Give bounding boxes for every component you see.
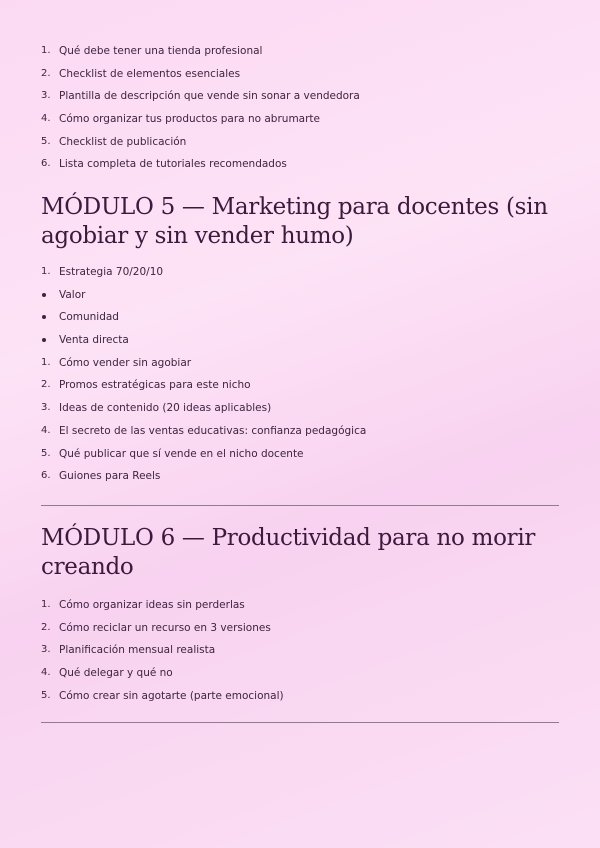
list-item	[41, 131, 360, 154]
item-number: 3.	[41, 644, 51, 656]
list-item	[41, 153, 360, 176]
item-text: Ideas de contenido (20 ideas aplicables)	[59, 402, 272, 415]
bullet-icon	[42, 338, 46, 342]
item-number: 4.	[41, 667, 51, 679]
item-text: Promos estratégicas para este nicho	[59, 379, 251, 392]
item-text: Estrategia 70/20/10	[59, 266, 164, 278]
item-number: 5.	[41, 689, 51, 701]
module6-title-line1: MÓDULO 6 — Productividad para no morir	[41, 525, 536, 551]
item-text: Cómo vender sin agobiar	[59, 356, 192, 369]
bullet-icon	[42, 315, 46, 319]
item-text: Qué debe tener una tienda profesional	[59, 45, 263, 57]
item-number: 3.	[41, 90, 51, 102]
item-number: 2.	[41, 621, 51, 633]
item-number: 5.	[41, 135, 51, 147]
module5-title-line1: MÓDULO 5 — Marketing para docentes (sin	[41, 194, 548, 220]
list-item	[41, 420, 366, 443]
tienda-list	[41, 40, 360, 176]
module6-title-line2: creando	[41, 554, 134, 580]
list-item	[41, 63, 360, 86]
item-text: Checklist de elementos esenciales	[59, 67, 241, 80]
item-text: Planificación mensual realista	[59, 644, 216, 657]
module6-list	[41, 594, 284, 707]
list-item	[41, 85, 360, 108]
module5-list	[41, 261, 366, 488]
item-text: Cómo organizar tus productos para no abrumarte	[59, 113, 321, 126]
item-number: 2.	[41, 67, 51, 79]
bullet-item	[41, 284, 366, 307]
item-text: Guiones para Reels	[59, 470, 161, 483]
item-text: Lista completa de tutoriales recomendados	[59, 158, 287, 171]
list-item	[41, 617, 284, 640]
item-text: Cómo reciclar un recurso en 3 versiones	[59, 621, 271, 634]
strategy-item	[41, 261, 366, 284]
list-item	[41, 443, 366, 466]
item-text: Venta directa	[59, 334, 129, 347]
list-item	[41, 662, 284, 685]
item-text: Cómo organizar ideas sin perderlas	[59, 599, 245, 611]
item-number: 4.	[41, 424, 51, 436]
item-text: Checklist de publicación	[59, 135, 187, 148]
item-text: Valor	[59, 288, 86, 301]
item-text: Qué publicar que sí vende en el nicho docente	[59, 447, 304, 460]
item-number: 1.	[41, 266, 51, 277]
bullet-item	[41, 306, 366, 329]
list-item	[41, 685, 284, 708]
list-item	[41, 594, 284, 617]
module5-heading	[41, 193, 559, 251]
list-item	[41, 397, 366, 420]
item-text: Qué delegar y qué no	[59, 667, 173, 680]
item-number: 3.	[41, 402, 51, 414]
item-number: 4.	[41, 113, 51, 125]
item-text: Plantilla de descripción que vende sin sonar a vendedora	[59, 90, 360, 103]
list-item	[41, 352, 366, 375]
section-divider	[41, 505, 559, 506]
item-number: 1.	[41, 45, 51, 56]
module5-title-line2: agobiar y sin vender humo)	[41, 223, 354, 249]
list-item	[41, 465, 366, 488]
item-text: Comunidad	[59, 311, 119, 324]
bullet-item	[41, 329, 366, 352]
item-number: 6.	[41, 470, 51, 482]
item-number: 1.	[41, 599, 51, 610]
section-divider	[41, 722, 559, 723]
item-number: 2.	[41, 379, 51, 391]
list-item	[41, 374, 366, 397]
bullet-icon	[42, 293, 46, 297]
list-item	[41, 40, 360, 63]
list-item	[41, 108, 360, 131]
item-number: 6.	[41, 158, 51, 170]
item-text: El secreto de las ventas educativas: confianza pedagógica	[59, 424, 367, 437]
item-number: 5.	[41, 447, 51, 459]
item-text: Cómo crear sin agotarte (parte emocional)	[59, 689, 284, 702]
list-item	[41, 639, 284, 662]
item-number: 1.	[41, 356, 51, 368]
module6-heading	[41, 524, 559, 582]
